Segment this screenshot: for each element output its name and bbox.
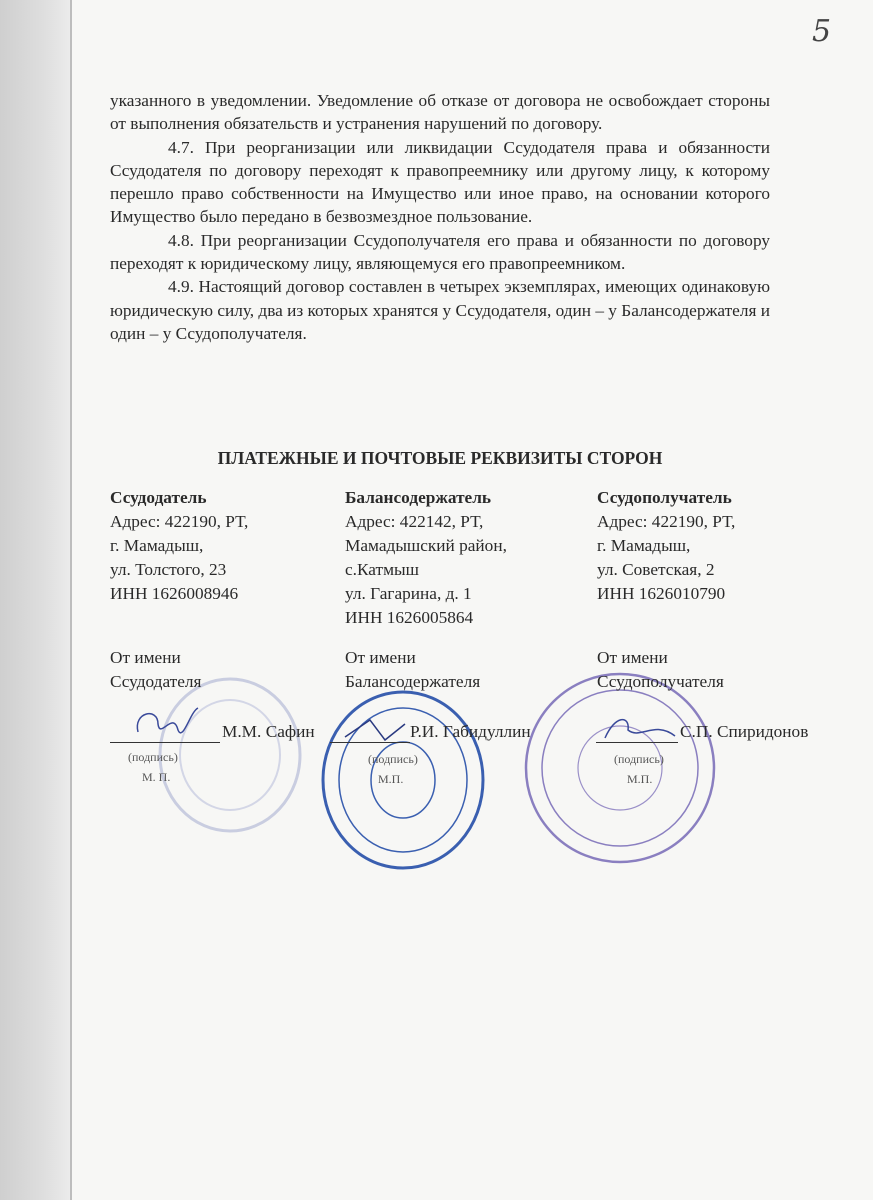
signature-caption-balance-holder: (подпись) [368, 752, 418, 766]
seal-borrower [520, 668, 720, 868]
address-line: г. Мамадыш, [597, 536, 691, 555]
address-line: с.Катмыш [345, 560, 419, 579]
address-line: Адрес: 422190, РТ, [597, 512, 736, 531]
address-line: Адрес: 422142, РТ, [345, 512, 484, 531]
party-balance-holder [345, 486, 507, 694]
paragraph-4-9: 4.9. Настоящий договор составлен в четырех экземплярах, имеющих одинаковую юридическую силу, два из которых хранятся у Ссудодателя, один – у Балансодержателя и один – у Ссудополучателя. [110, 277, 770, 343]
inn: ИНН 1626008946 [110, 584, 239, 603]
party-role: Балансодержатель [345, 488, 492, 507]
seal-caption-borrower: М.П. [627, 772, 653, 786]
signature-lender [128, 702, 208, 750]
section-title: ПЛАТЕЖНЫЕ И ПОЧТОВЫЕ РЕКВИЗИТЫ СТОРОН [217, 448, 663, 468]
address-line: ул. Гагарина, д. 1 [345, 584, 472, 603]
signature-caption-lender: (подпись) [128, 750, 178, 764]
party-lender [110, 486, 248, 694]
signer-lender: М.М. Сафин [222, 722, 315, 741]
signer-borrower: С.П. Спиридонов [680, 722, 809, 741]
address-line: Мамадышский район, [345, 536, 507, 555]
on-behalf: От имени [110, 648, 181, 667]
page-number: 5 [812, 14, 832, 49]
signature-borrower [600, 710, 680, 746]
on-behalf: Ссудодателя [110, 672, 202, 691]
address-line: Адрес: 422190, РТ, [110, 512, 249, 531]
signature-balance-holder [340, 712, 410, 748]
address-line: ул. Советская, 2 [597, 560, 715, 579]
on-behalf: Ссудополучателя [597, 672, 724, 691]
on-behalf: От имени [345, 648, 416, 667]
address-line: ул. Толстого, 23 [110, 560, 227, 579]
paragraph-4-7: 4.7. При реорганизации или ликвидации Ссудодателя права и обязанности Ссудодателя по договору переходят к правопреемнику или другому лицу, к которому перешло право собственности на Имущество или иное право, на основании которого Имущество было передано в безвозмездное пользование. [110, 137, 770, 227]
signer-balance-holder: Р.И. Габидуллин [410, 722, 531, 741]
seal-caption-balance-holder: М.П. [378, 772, 404, 786]
party-borrower [597, 486, 735, 694]
on-behalf: От имени [597, 648, 668, 667]
inn: ИНН 1626010790 [597, 584, 726, 603]
party-role: Ссудополучатель [597, 488, 732, 507]
contract-text [110, 89, 770, 345]
paragraph-continuation: указанного в уведомлении. Уведомление об отказе от договора не освобождает стороны от выполнения обязательств и устранения нарушений по договору. [110, 91, 770, 134]
paragraph-4-8: 4.8. При реорганизации Ссудополучателя его права и обязанности по договору переходят к юридическому лицу, являющемуся его правопреемником. [110, 230, 770, 274]
scan-left-margin [0, 0, 72, 1200]
seal-caption-lender: М. П. [142, 770, 171, 784]
on-behalf: Балансодержателя [345, 672, 481, 691]
address-line: г. Мамадыш, [110, 536, 204, 555]
signature-caption-borrower: (подпись) [614, 752, 664, 766]
page-edge [70, 0, 72, 1200]
party-role: Ссудодатель [110, 488, 207, 507]
inn: ИНН 1626005864 [345, 608, 474, 627]
